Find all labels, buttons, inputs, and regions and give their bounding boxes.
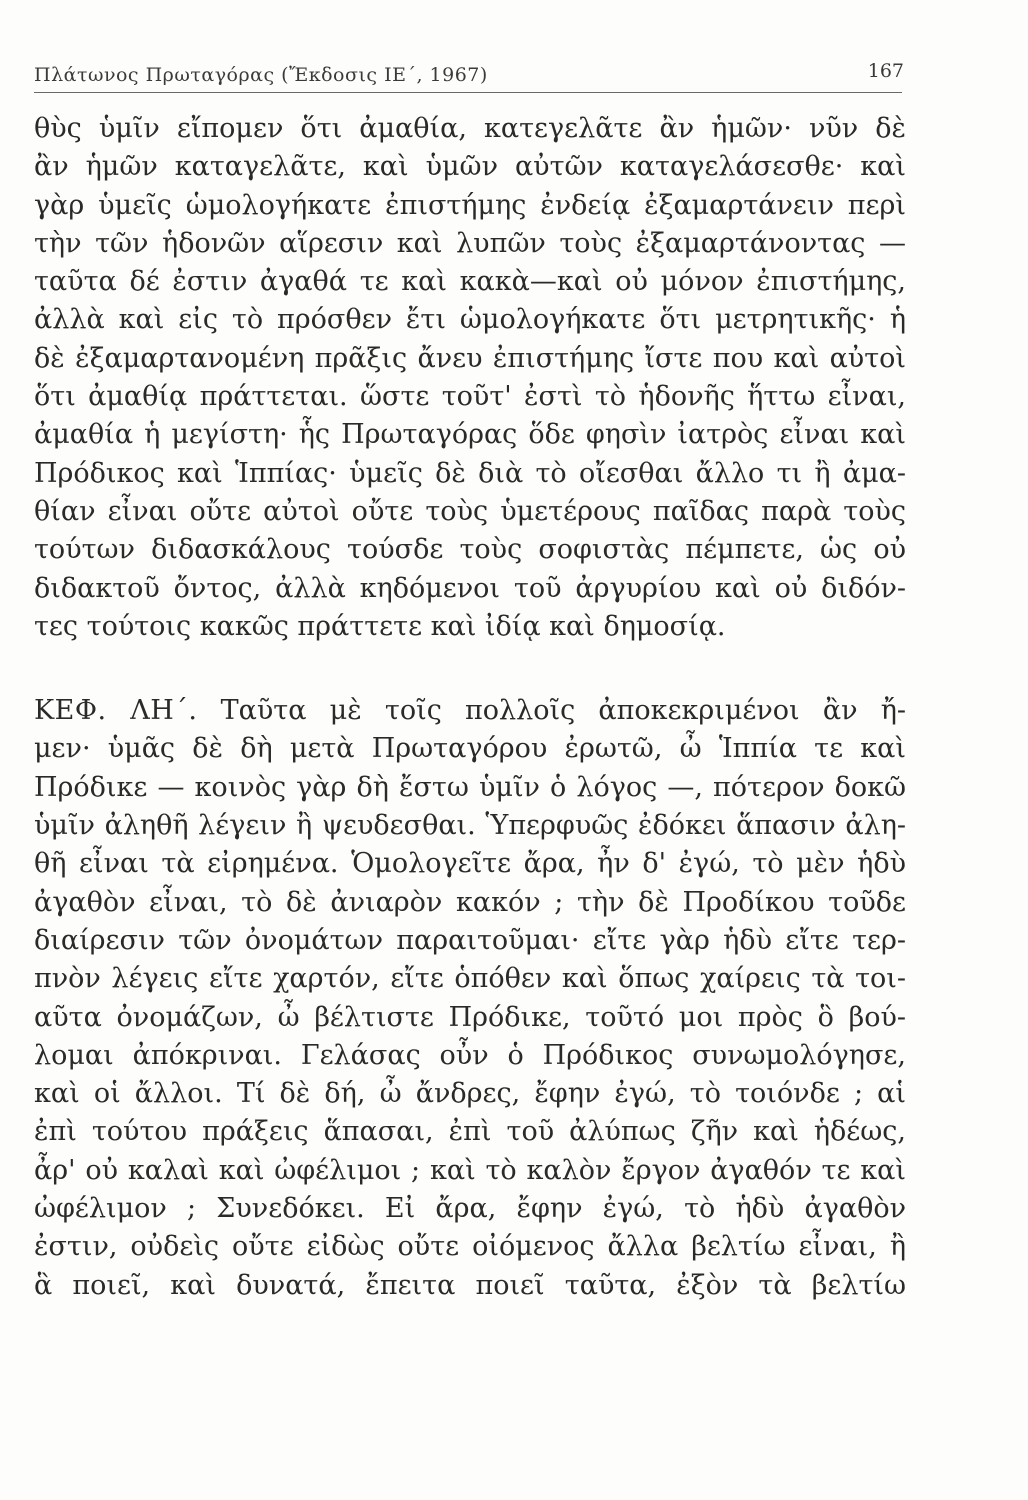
text-line: γὰρ ὑμεῖς ὡμολογήκατε ἐπιστήμης ἐνδείᾳ ἐξαμαρτάνειν περὶ — [34, 189, 906, 221]
chapter-first-line-text: Ταῦτα μὲ τοῖς πολλοῖς ἀποκεκριμένοι ἂν ἤ- — [220, 695, 906, 727]
text-line: ἀμαθία ἡ μεγίστη· ἧς Πρωταγόρας ὅδε φησὶν ἰατρὸς εἶναι καὶ — [34, 419, 906, 451]
body-text — [34, 110, 906, 1305]
page-number: 167 — [867, 60, 904, 82]
text-line: ταῦτα δέ ἐστιν ἀγαθά τε καὶ κακὰ—καὶ οὐ μόνον ἐπιστήμης, — [34, 266, 906, 298]
running-title: Πλάτωνος Πρωταγόρας (Ἔκδοσις ΙΕ΄, 1967) — [34, 64, 488, 86]
paragraph-2 — [34, 692, 906, 1305]
text-line: Πρόδικος καὶ Ἱππίας· ὑμεῖς δὲ διὰ τὸ οἴεσθαι ἄλλο τι ἢ ἀμα- — [34, 457, 906, 489]
text-line: ἂν ἡμῶν καταγελᾶτε, καὶ ὑμῶν αὐτῶν καταγελάσεσθε· καὶ — [34, 151, 906, 183]
text-line: ἐστιν, οὐδεὶς οὔτε εἰδὼς οὔτε οἰόμενος ἄλλα βελτίω εἶναι, ἢ — [34, 1231, 906, 1263]
text-line: τες τούτοις κακῶς πράττετε καὶ ἰδίᾳ καὶ δημοσίᾳ. — [34, 610, 726, 642]
text-line: ἐπὶ τούτου πράξεις ἅπασαι, ἐπὶ τοῦ ἀλύπως ζῆν καὶ ἡδέως, — [34, 1116, 906, 1148]
text-line: μεν· ὑμᾶς δὲ δὴ μετὰ Πρωταγόρου ἐρωτῶ, ὦ Ἱππία τε καὶ — [34, 733, 906, 765]
text-line: τὴν τῶν ἡδονῶν αἵρεσιν καὶ λυπῶν τοὺς ἐξαμαρτάνοντας — — [34, 227, 906, 259]
text-line: διαίρεσιν τῶν ὀνομάτων παραιτοῦμαι· εἴτε γὰρ ἡδὺ εἴτε τερ- — [34, 924, 906, 956]
text-line: Πρόδικε — κοινὸς γὰρ δὴ ἔστω ὑμῖν ὁ λόγος —, πότερον δοκῶ — [34, 771, 906, 803]
paragraph-gap — [34, 646, 906, 692]
text-line: ἀλλὰ καὶ εἰς τὸ πρόσθεν ἔτι ὡμολογήκατε ὅτι μετρητικῆς· ἡ — [34, 304, 906, 336]
text-line: καὶ οἱ ἄλλοι. Τί δὲ δή, ὦ ἄνδρες, ἔφην ἐγώ, τὸ τοιόνδε ; αἱ — [34, 1078, 906, 1110]
chapter-first-line — [34, 692, 906, 730]
chapter-label: ΚΕΦ. ΛΗ΄. — [34, 695, 198, 727]
text-line: ἃ ποιεῖ, καὶ δυνατά, ἔπειτα ποιεῖ ταῦτα, ἐξὸν τὰ βελτίω — [34, 1269, 906, 1301]
text-line: αῦτα ὀνομάζων, ὦ βέλτιστε Πρόδικε, τοῦτό μοι πρὸς ὃ βού- — [34, 1001, 906, 1033]
text-line: λομαι ἀπόκριναι. Γελάσας οὖν ὁ Πρόδικος συνωμολόγησε, — [34, 1039, 906, 1071]
text-line: θὺς ὑμῖν εἴπομεν ὅτι ἀμαθία, κατεγελᾶτε ἂν ἡμῶν· νῦν δὲ — [34, 113, 906, 144]
text-line: θῆ εἶναι τὰ εἰρημένα. Ὁμολογεῖτε ἄρα, ἦν δ' ἐγώ, τὸ μὲν ἡδὺ — [34, 848, 906, 880]
text-line: ἆρ' οὐ καλαὶ καὶ ὠφέλιμοι ; καὶ τὸ καλὸν ἔργον ἀγαθόν τε καὶ — [34, 1154, 906, 1186]
paragraph-1 — [34, 110, 906, 646]
header-rule — [34, 92, 902, 93]
text-line: τούτων διδασκάλους τούσδε τοὺς σοφιστὰς πέμπετε, ὡς οὐ — [34, 534, 906, 566]
text-line: ἀγαθὸν εἶναι, τὸ δὲ ἀνιαρὸν κακόν ; τὴν δὲ Προδίκου τοῦδε — [34, 886, 906, 918]
text-line: ὠφέλιμον ; Συνεδόκει. Εἰ ἄρα, ἔφην ἐγώ, τὸ ἡδὺ ἀγαθὸν — [34, 1193, 906, 1225]
text-line: ὑμῖν ἀληθῆ λέγειν ἢ ψευδεσθαι. Ὑπερφυῶς ἐδόκει ἅπασιν ἀλη- — [34, 810, 906, 842]
running-head — [34, 60, 904, 94]
text-line: διδακτοῦ ὄντος, ἀλλὰ κηδόμενοι τοῦ ἀργυρίου καὶ οὐ διδόν- — [34, 572, 906, 604]
text-line: ὅτι ἀμαθίᾳ πράττεται. ὥστε τοῦτ' ἐστὶ τὸ ἡδονῆς ἥττω εἶναι, — [34, 381, 906, 413]
text-line: πνὸν λέγεις εἴτε χαρτόν, εἴτε ὁπόθεν καὶ ὅπως χαίρεις τὰ τοι- — [34, 963, 906, 995]
text-line: θίαν εἶναι οὔτε αὐτοὶ οὔτε τοὺς ὑμετέρους παῖδας παρὰ τοὺς — [34, 495, 906, 527]
text-line: δὲ ἐξαμαρτανομένη πρᾶξις ἄνευ ἐπιστήμης ἴστε που καὶ αὐτοὶ — [34, 342, 906, 374]
